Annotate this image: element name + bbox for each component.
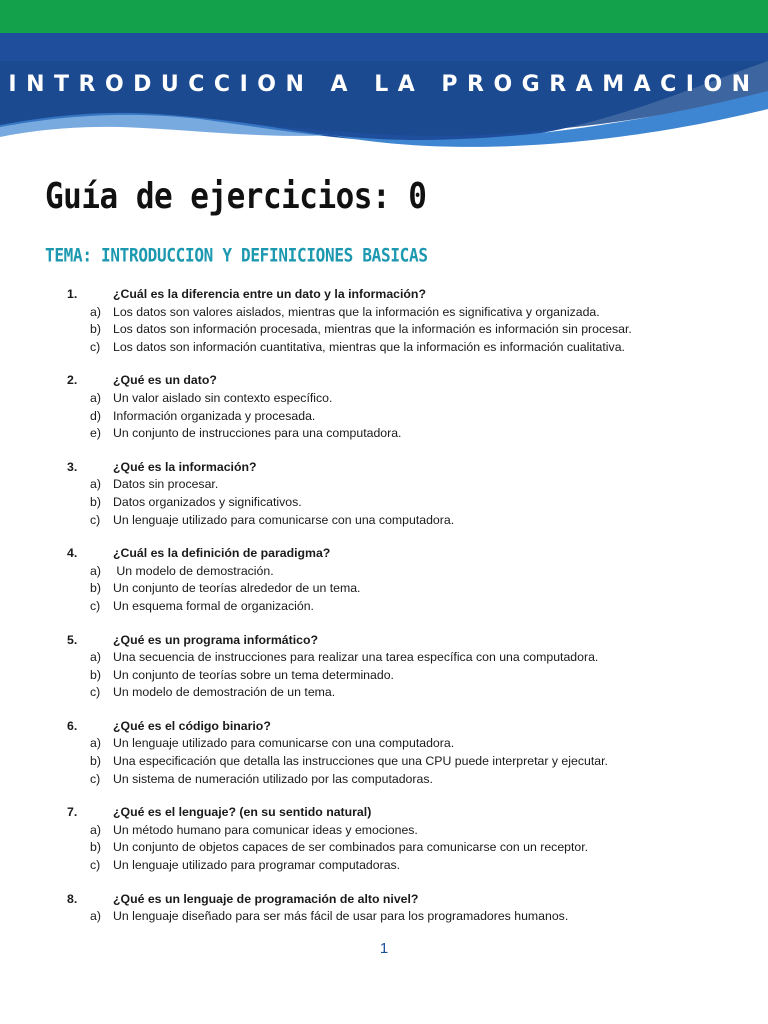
option-text: Un esquema formal de organización. [113, 598, 314, 613]
question [0, 372, 768, 442]
answer-option [0, 512, 768, 530]
option-text: Un lenguaje diseñado para ser más fácil de usar para los programadores humanos. [113, 909, 569, 924]
option-letter: a) [90, 390, 101, 405]
topic-heading: TEMA: INTRODUCCION Y DEFINICIONES BASICAS [45, 244, 428, 266]
question-text: ¿Qué es el código binario? [113, 718, 271, 733]
option-letter: a) [90, 304, 101, 319]
option-letter: c) [90, 685, 101, 700]
question-number: 7. [67, 805, 78, 820]
question-number: 4. [67, 546, 78, 561]
answer-option [0, 304, 768, 322]
question [0, 545, 768, 615]
answer-option [0, 563, 768, 581]
answer-option [0, 735, 768, 753]
option-letter: a) [90, 477, 101, 492]
option-text: Un lenguaje utilizado para comunicarse con una computadora. [113, 512, 455, 527]
question-number: 2. [67, 373, 78, 388]
option-text: Un método humano para comunicar ideas y emociones. [113, 822, 418, 837]
option-text: Datos organizados y significativos. [113, 494, 302, 509]
option-text: Un modelo de demostración de un tema. [113, 685, 336, 700]
option-text: Un lenguaje utilizado para comunicarse con una computadora. [113, 736, 455, 751]
question-number: 1. [67, 287, 78, 301]
question [0, 459, 768, 529]
answer-option [0, 339, 768, 357]
option-letter: a) [90, 909, 101, 924]
option-letter: b) [90, 494, 101, 509]
option-letter: b) [90, 322, 101, 337]
question-number: 3. [67, 459, 78, 474]
option-text: Un conjunto de teorías sobre un tema determinado. [113, 667, 394, 682]
option-letter: e) [90, 426, 101, 441]
option-letter: a) [90, 736, 101, 751]
answer-option [0, 321, 768, 339]
option-text: Los datos son información cuantitativa, mientras que la información es información cualitativa. [113, 339, 625, 354]
option-text: Un modelo de demostración. [113, 563, 274, 578]
option-text: Una secuencia de instrucciones para realizar una tarea específica con una computadora. [113, 650, 599, 665]
option-text: Información organizada y procesada. [113, 408, 316, 423]
answer-option [0, 390, 768, 408]
answer-option [0, 580, 768, 598]
answer-option [0, 408, 768, 426]
question-text: ¿Qué es un lenguaje de programación de alto nivel? [113, 891, 419, 906]
answer-option [0, 425, 768, 443]
question-text: ¿Qué es un dato? [113, 373, 217, 388]
option-letter: b) [90, 840, 101, 855]
option-letter: b) [90, 667, 101, 682]
question-number: 5. [67, 632, 78, 647]
option-letter: a) [90, 650, 101, 665]
option-text: Un lenguaje utilizado para programar computadoras. [113, 858, 401, 873]
answer-option [0, 771, 768, 789]
option-text: Datos sin procesar. [113, 477, 219, 492]
option-text: Un conjunto de objetos capaces de ser combinados para comunicarse con un receptor. [113, 840, 589, 855]
option-text: Un conjunto de teorías alrededor de un tema. [113, 581, 361, 596]
answer-option [0, 598, 768, 616]
question-text: ¿Qué es la información? [113, 459, 257, 474]
option-text: Los datos son información procesada, mientras que la información es información sin procesar. [113, 322, 632, 337]
answer-option [0, 753, 768, 771]
option-letter: b) [90, 581, 101, 596]
option-text: Los datos son valores aislados, mientras que la información es significativa y organizada. [113, 304, 600, 319]
question [0, 632, 768, 702]
question [0, 804, 768, 874]
option-letter: a) [90, 563, 101, 578]
option-text: Un sistema de numeración utilizado por las computadoras. [113, 771, 433, 786]
question [0, 718, 768, 788]
question [0, 286, 768, 356]
option-text: Una especificación que detalla las instrucciones que una CPU puede interpretar y ejecutar. [113, 754, 608, 769]
answer-option [0, 857, 768, 875]
answer-option [0, 684, 768, 702]
option-letter: a) [90, 822, 101, 837]
question-list [0, 286, 768, 942]
answer-option [0, 667, 768, 685]
option-letter: d) [90, 408, 101, 423]
question-text: ¿Cuál es la definición de paradigma? [113, 546, 331, 561]
header-title: INTRODUCCION A LA PROGRAMACION [8, 72, 760, 97]
question [0, 891, 768, 926]
header-green-bar [0, 0, 768, 33]
question-number: 8. [67, 891, 78, 906]
option-text: Un conjunto de instrucciones para una computadora. [113, 426, 402, 441]
question-number: 6. [67, 718, 78, 733]
guide-title: Guía de ejercicios: 0 [45, 176, 427, 218]
option-letter: c) [90, 771, 101, 786]
option-text: Un valor aislado sin contexto específico. [113, 390, 333, 405]
answer-option [0, 908, 768, 926]
option-letter: c) [90, 598, 101, 613]
answer-option [0, 839, 768, 857]
answer-option [0, 494, 768, 512]
page-number: 1 [379, 940, 389, 957]
answer-option [0, 476, 768, 494]
option-letter: c) [90, 858, 101, 873]
question-text: ¿Cuál es la diferencia entre un dato y la información? [113, 287, 426, 301]
question-text: ¿Qué es el lenguaje? (en su sentido natural) [113, 805, 372, 820]
question-text: ¿Qué es un programa informático? [113, 632, 318, 647]
option-letter: c) [90, 339, 101, 354]
option-letter: b) [90, 754, 101, 769]
answer-option [0, 649, 768, 667]
answer-option [0, 822, 768, 840]
option-letter: c) [90, 512, 101, 527]
